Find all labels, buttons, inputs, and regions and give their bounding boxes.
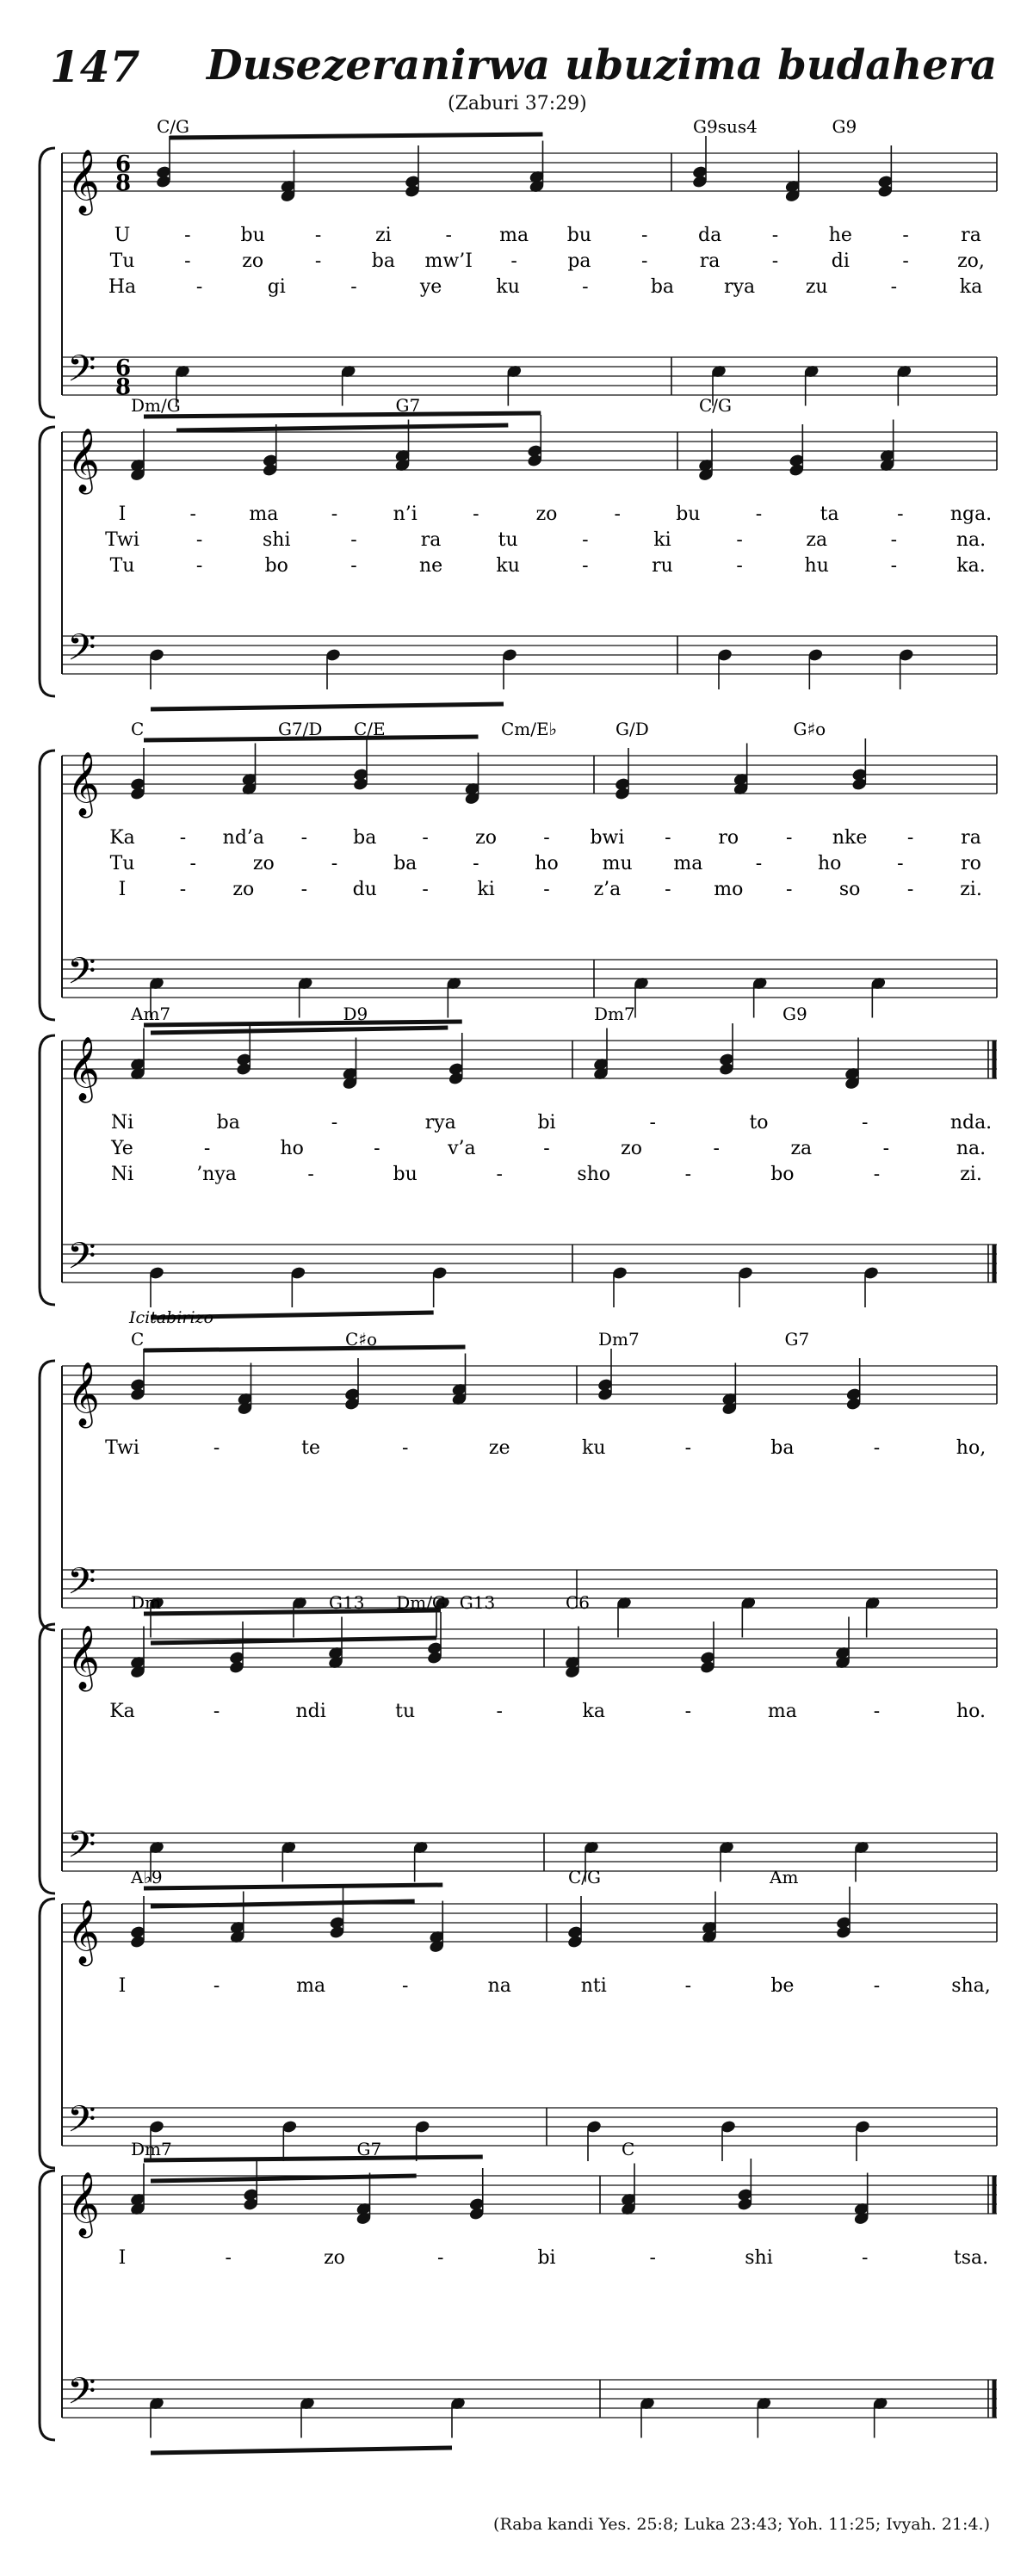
lyric-syllable: ’nya <box>196 1164 237 1185</box>
lyric-syllable: za <box>790 1138 813 1159</box>
note-beam <box>144 1885 442 1888</box>
treble-clef: 𝄞 <box>67 1900 100 1964</box>
lyric-syllable: bo <box>264 555 288 577</box>
system-brace <box>40 1035 55 1305</box>
lyric-syllable: mo <box>714 879 744 900</box>
lyric-syllable: - <box>684 1164 692 1185</box>
lyric-syllable: ra <box>420 529 442 551</box>
lyric-syllable: I <box>118 2247 127 2269</box>
lyric-syllable: ku <box>496 276 520 298</box>
footer-references: (Raba kandi Yes. 25:8; Luka 23:43; Yoh. 11:25; Ivyah. 21:4.) <box>493 2515 990 2534</box>
lyric-syllable: - <box>684 1437 692 1459</box>
lyric-syllable: mw’I <box>424 250 473 272</box>
chord-symbol: C/E <box>354 719 386 739</box>
lyric-syllable: - <box>496 1164 503 1185</box>
lyric-syllable: - <box>873 1437 881 1459</box>
lyric-syllable: ma <box>296 1975 326 1997</box>
chord-symbol: G13 <box>329 1592 365 1613</box>
chord-symbol: C <box>131 719 145 739</box>
lyric-syllable: - <box>184 250 191 272</box>
chord-symbol: Dm <box>131 1592 161 1613</box>
lyric-syllable: - <box>401 1437 409 1459</box>
lyric-syllable: tu <box>498 529 518 551</box>
time-sig-bottom: 8 <box>115 374 132 400</box>
lyric-syllable: - <box>179 827 187 849</box>
chord-symbol: G7 <box>356 2139 382 2159</box>
lyric-syllable: - <box>307 1164 314 1185</box>
lyric-syllable: ne <box>418 555 443 577</box>
lyric-syllable: - <box>582 555 589 577</box>
bass-clef: 𝄢 <box>67 950 96 1002</box>
lyric-syllable: na. <box>956 529 987 551</box>
note-beam <box>151 704 504 709</box>
lyric-syllable: sho <box>577 1164 611 1185</box>
lyric-syllable: - <box>195 529 203 551</box>
scripture-reference: (Zaburi 37:29) <box>448 93 587 114</box>
lyric-syllable: ba <box>353 827 377 849</box>
lyric-syllable: be <box>770 1975 795 1997</box>
lyric-syllable: - <box>350 276 357 298</box>
chord-symbol: G9 <box>832 116 857 137</box>
bass-clef: 𝄢 <box>67 1235 96 1287</box>
chord-symbol: G7 <box>784 1329 810 1350</box>
hymn-title: Dusezeranirwa ubuzima budahera <box>207 41 998 90</box>
lyric-syllable: - <box>684 1701 692 1722</box>
lyric-syllable: te <box>301 1437 321 1459</box>
note-beam <box>151 1028 448 1033</box>
treble-clef: 𝄞 <box>67 150 100 213</box>
note-beam <box>170 134 543 138</box>
lyric-syllable: gi <box>267 276 286 298</box>
bass-clef: 𝄢 <box>67 1824 96 1875</box>
chord-symbol: G♯o <box>793 719 826 739</box>
lyric-syllable: - <box>473 853 479 874</box>
note-beam <box>144 737 479 740</box>
refrain-label: Icitabirizo <box>129 1308 214 1327</box>
treble-clef: 𝄞 <box>67 1362 100 1426</box>
lyric-syllable: - <box>543 827 550 849</box>
lyric-syllable: n’i <box>393 503 418 525</box>
lyric-syllable: Tu <box>109 853 135 874</box>
lyric-syllable: rya <box>724 276 756 298</box>
chord-symbol: Cm/E♭ <box>500 719 557 739</box>
lyric-syllable: ka <box>582 1701 606 1722</box>
lyric-syllable: na. <box>956 1138 987 1159</box>
chord-symbol: G13 <box>459 1592 496 1613</box>
lyric-syllable: ye <box>419 276 442 298</box>
lyric-syllable: - <box>649 1112 656 1134</box>
lyric-syllable: ma <box>673 853 703 874</box>
lyric-syllable: - <box>906 879 914 900</box>
time-sig-top: 6 <box>115 355 132 381</box>
lyric-syllable: I <box>118 503 127 525</box>
lyric-syllable: bu <box>676 503 701 525</box>
lyric-syllable: - <box>890 555 898 577</box>
bass-clef: 𝄢 <box>67 2370 96 2422</box>
lyric-syllable: ma <box>249 503 279 525</box>
lyric-syllable: zo, <box>957 250 985 272</box>
lyric-syllable: rya <box>424 1112 456 1134</box>
lyric-syllable: Twi <box>105 1437 139 1459</box>
chord-symbol: Dm/G <box>131 395 181 416</box>
lyric-syllable: he <box>828 225 852 246</box>
lyric-syllable: - <box>473 503 479 525</box>
chord-symbol: C/G <box>568 1867 602 1887</box>
lyric-syllable: - <box>862 1112 869 1134</box>
lyric-syllable: - <box>496 1701 503 1722</box>
lyric-syllable: - <box>785 827 793 849</box>
chord-symbol: C/G <box>157 116 190 137</box>
lyric-syllable: ka <box>959 276 983 298</box>
lyric-syllable: nga. <box>949 503 993 525</box>
lyric-syllable: zo <box>252 853 275 874</box>
lyric-syllable: ba <box>650 276 675 298</box>
lyric-syllable: na <box>487 1975 511 1997</box>
system-brace <box>40 751 55 1020</box>
lyric-syllable: Ka <box>109 1701 135 1722</box>
lyric-syllable: zu <box>805 276 828 298</box>
treble-clef: 𝄞 <box>67 2172 100 2236</box>
lyric-syllable: - <box>897 503 904 525</box>
lyric-syllable: z’a <box>593 879 622 900</box>
lyric-syllable: tu <box>395 1701 416 1722</box>
lyric-syllable: bwi <box>590 827 625 849</box>
lyric-syllable: - <box>401 1975 409 1997</box>
lyric-syllable: bo <box>770 1164 795 1185</box>
lyric-syllable: bi <box>537 2247 556 2269</box>
lyric-syllable: tsa. <box>953 2247 989 2269</box>
lyric-syllable: - <box>331 503 338 525</box>
lyric-syllable: pa <box>567 250 591 272</box>
lyric-syllable: - <box>445 225 452 246</box>
note-beam <box>144 1347 466 1350</box>
lyric-syllable: zo <box>324 2247 345 2269</box>
chord-symbol: G9 <box>782 1004 807 1024</box>
lyric-syllable: zo <box>621 1138 643 1159</box>
bass-clef: 𝄢 <box>67 348 96 399</box>
lyric-syllable: ku <box>582 1437 606 1459</box>
lyric-syllable: - <box>350 555 357 577</box>
lyric-syllable: ka. <box>956 555 986 577</box>
time-sig-top: 6 <box>115 151 132 177</box>
chord-symbol: Dm7 <box>131 2139 172 2159</box>
lyric-syllable: ru <box>652 555 673 577</box>
lyric-syllable: ki <box>477 879 495 900</box>
chord-symbol: G9sus4 <box>693 116 758 137</box>
lyric-syllable: shi <box>263 529 291 551</box>
lyric-syllable: bu <box>240 225 265 246</box>
lyric-syllable: Tu <box>109 250 135 272</box>
lyric-syllable: - <box>314 225 322 246</box>
lyric-syllable: - <box>213 1701 220 1722</box>
lyric-syllable: - <box>195 276 203 298</box>
lyric-syllable: - <box>437 2247 444 2269</box>
lyric-syllable: Ni <box>110 1112 134 1134</box>
lyric-syllable: - <box>755 503 763 525</box>
lyric-syllable: ho. <box>956 1701 987 1722</box>
lyric-syllable: bu <box>393 1164 418 1185</box>
time-sig-bottom: 8 <box>115 170 132 196</box>
note-beam <box>144 1610 441 1614</box>
lyric-syllable: nke <box>832 827 868 849</box>
lyric-syllable: shi <box>745 2247 773 2269</box>
lyric-syllable: ta <box>820 503 839 525</box>
lyric-syllable: ba <box>770 1437 795 1459</box>
lyric-syllable: ro <box>961 853 981 874</box>
lyric-syllable: - <box>771 250 779 272</box>
lyric-syllable: nda. <box>949 1112 993 1134</box>
note-beam <box>176 425 508 430</box>
bass-clef: 𝄢 <box>67 2098 96 2150</box>
lyric-syllable: - <box>203 1138 211 1159</box>
hymn-number: 147 <box>50 41 140 92</box>
lyric-syllable: - <box>374 1138 380 1159</box>
lyric-syllable: - <box>184 225 191 246</box>
lyric-syllable: - <box>582 529 589 551</box>
lyric-syllable: - <box>331 853 338 874</box>
chord-symbol: D9 <box>343 1004 368 1024</box>
lyric-syllable: - <box>873 1701 881 1722</box>
lyric-syllable: ho, <box>956 1437 987 1459</box>
chord-symbol: G7/D <box>277 719 323 739</box>
lyric-syllable: - <box>897 853 904 874</box>
lyric-syllable: - <box>543 879 550 900</box>
lyric-syllable: - <box>665 879 671 900</box>
chord-symbol: C <box>622 2139 635 2159</box>
lyric-syllable: - <box>641 250 648 272</box>
lyric-syllable: bi <box>537 1112 556 1134</box>
treble-clef: 𝄞 <box>67 429 100 492</box>
note-beam <box>151 2176 417 2181</box>
note-beam <box>144 2157 483 2160</box>
lyric-syllable: zi. <box>960 1164 982 1185</box>
bass-clef: 𝄢 <box>67 627 96 678</box>
lyric-syllable: - <box>189 503 196 525</box>
lyric-syllable: ro <box>718 827 739 849</box>
lyric-syllable: Twi <box>105 529 139 551</box>
chord-symbol: Dm7 <box>598 1329 640 1350</box>
lyric-syllable: - <box>771 225 779 246</box>
note-beam <box>144 413 541 417</box>
chord-symbol: Dm/G <box>396 1592 446 1613</box>
lyric-syllable: zo <box>242 250 264 272</box>
chord-symbol: C <box>131 1329 145 1350</box>
lyric-syllable: ma <box>499 225 529 246</box>
lyric-syllable: zo <box>535 503 558 525</box>
chord-symbol: G/D <box>615 719 649 739</box>
treble-clef: 𝄞 <box>67 1626 100 1690</box>
lyric-syllable: - <box>422 879 429 900</box>
lyric-syllable: ba <box>393 853 418 874</box>
lyric-syllable: ze <box>488 1437 510 1459</box>
lyric-syllable: - <box>736 529 743 551</box>
lyric-syllable: so <box>838 879 861 900</box>
lyric-syllable: v’a <box>448 1138 476 1159</box>
lyric-syllable: Ni <box>110 1164 134 1185</box>
lyric-syllable: - <box>331 1112 338 1134</box>
lyric-syllable: ndi <box>295 1701 326 1722</box>
note-beam <box>144 1022 462 1025</box>
lyric-syllable: sha, <box>951 1975 991 1997</box>
lyric-syllable: Ka <box>109 827 135 849</box>
lyric-syllable: Tu <box>109 555 135 577</box>
lyric-syllable: ba <box>371 250 395 272</box>
lyric-syllable: I <box>118 879 127 900</box>
lyric-syllable: - <box>665 827 671 849</box>
chord-symbol: C♯o <box>345 1329 378 1350</box>
system-brace <box>40 148 55 417</box>
note-beam <box>151 2448 452 2453</box>
lyric-syllable: - <box>649 2247 656 2269</box>
lyric-syllable: ho <box>535 853 559 874</box>
system-brace <box>40 1624 55 1893</box>
lyric-syllable: - <box>213 1975 220 1997</box>
system-brace <box>40 1361 55 1630</box>
lyric-syllable: ki <box>653 529 671 551</box>
lyric-syllable: U <box>114 225 131 246</box>
lyric-syllable: - <box>785 879 793 900</box>
lyric-syllable: zo <box>475 827 497 849</box>
lyric-syllable: zi. <box>960 879 982 900</box>
lyric-syllable: - <box>614 503 621 525</box>
lyric-syllable: Ha <box>108 276 137 298</box>
lyric-syllable: - <box>873 1975 881 1997</box>
lyric-syllable: zo <box>232 879 255 900</box>
bass-clef: 𝄢 <box>67 1560 96 1612</box>
lyric-syllable: ra <box>699 250 721 272</box>
lyric-syllable: - <box>902 250 909 272</box>
lyric-syllable: ra <box>961 827 981 849</box>
lyric-syllable: - <box>314 250 322 272</box>
lyric-syllable: Ye <box>111 1138 133 1159</box>
lyric-syllable: ho <box>280 1138 304 1159</box>
lyric-syllable: - <box>300 879 308 900</box>
lyric-syllable: to <box>749 1112 769 1134</box>
lyric-syllable: - <box>300 827 308 849</box>
lyric-syllable: - <box>684 1975 692 1997</box>
lyric-syllable: du <box>352 879 377 900</box>
lyric-syllable: I <box>118 1975 127 1997</box>
system-brace <box>40 1899 55 2168</box>
lyric-syllable: - <box>906 827 914 849</box>
lyric-syllable: - <box>510 250 517 272</box>
treble-clef: 𝄞 <box>67 1037 100 1101</box>
chord-symbol: Dm7 <box>594 1004 635 1024</box>
lyric-syllable: - <box>755 853 763 874</box>
lyric-syllable: - <box>213 1437 220 1459</box>
treble-clef: 𝄞 <box>67 752 100 816</box>
lyric-syllable: - <box>179 879 187 900</box>
lyric-syllable: - <box>189 853 196 874</box>
chord-symbol: C/G <box>699 395 733 416</box>
lyric-syllable: - <box>902 225 909 246</box>
lyric-syllable: nd’a <box>222 827 265 849</box>
lyric-syllable: - <box>862 2247 869 2269</box>
lyric-syllable: ba <box>216 1112 240 1134</box>
chord-symbol: Am <box>770 1867 799 1887</box>
lyric-syllable: da <box>698 225 722 246</box>
lyric-syllable: hu <box>804 555 829 577</box>
lyric-syllable: ra <box>961 225 981 246</box>
lyric-syllable: - <box>890 276 898 298</box>
lyric-syllable: - <box>582 276 589 298</box>
lyric-syllable: ho <box>817 853 842 874</box>
lyric-syllable: ma <box>767 1701 797 1722</box>
lyric-syllable: - <box>422 827 429 849</box>
chord-symbol: Am7 <box>131 1004 171 1024</box>
lyric-syllable: di <box>831 250 850 272</box>
lyric-syllable: - <box>543 1138 550 1159</box>
lyric-syllable: - <box>225 2247 232 2269</box>
lyric-syllable: - <box>350 529 357 551</box>
lyric-syllable: - <box>736 555 743 577</box>
chord-symbol: G7 <box>395 395 421 416</box>
lyric-syllable: nti <box>580 1975 607 1997</box>
chord-symbol: C6 <box>566 1592 591 1613</box>
lyric-syllable: - <box>195 555 203 577</box>
lyric-syllable: bu <box>566 225 592 246</box>
chord-symbol: A♭9 <box>131 1867 163 1887</box>
lyric-syllable: zi <box>375 225 392 246</box>
lyric-syllable: - <box>641 225 648 246</box>
system-brace <box>40 427 55 696</box>
lyric-syllable: - <box>873 1164 881 1185</box>
lyric-syllable: - <box>713 1138 720 1159</box>
system-brace <box>40 2171 55 2440</box>
lyric-syllable: mu <box>602 853 633 874</box>
lyric-syllable: ku <box>496 555 520 577</box>
lyric-syllable: za <box>806 529 828 551</box>
lyric-syllable: - <box>890 529 898 551</box>
lyric-syllable: - <box>882 1138 890 1159</box>
